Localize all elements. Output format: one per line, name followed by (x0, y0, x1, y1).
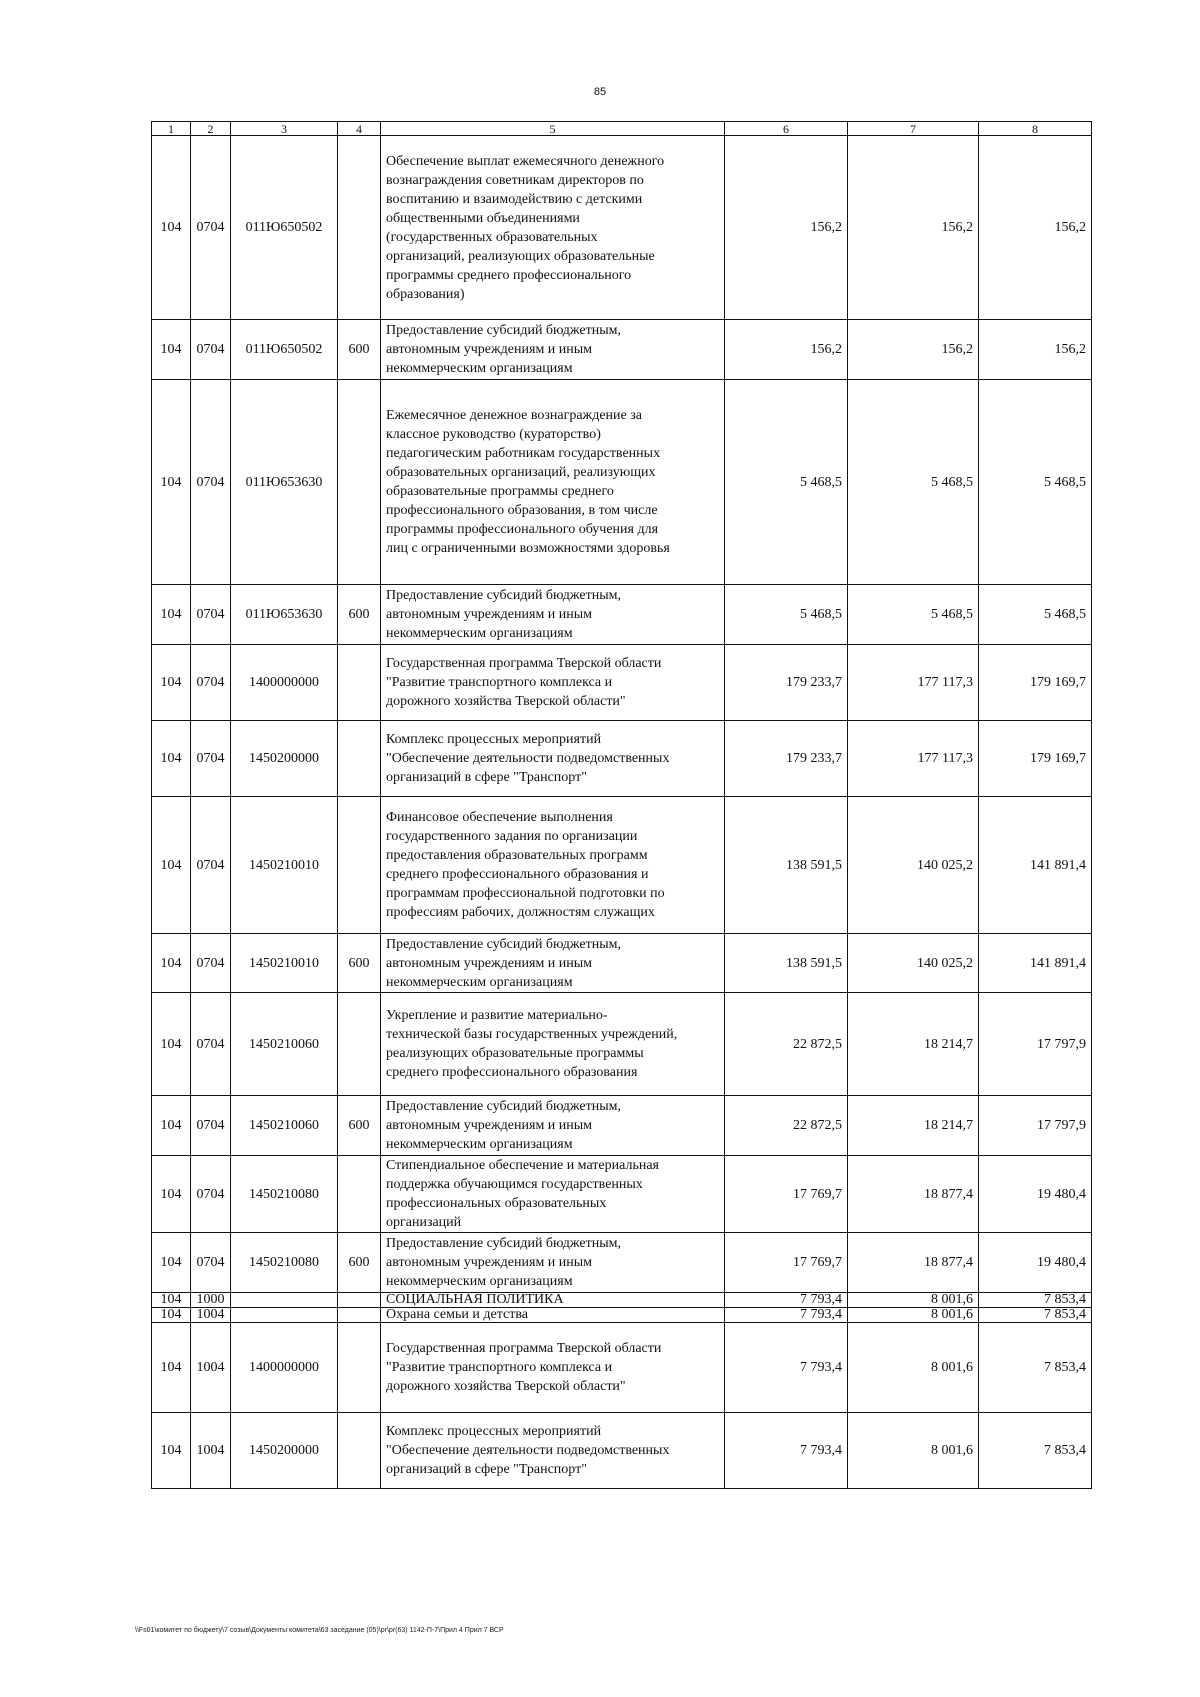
amount-year3-cell: 5 468,5 (979, 585, 1092, 645)
section-code-cell: 104 (152, 136, 191, 320)
expense-type-cell: 600 (338, 1096, 381, 1156)
amount-year3-cell: 141 891,4 (979, 797, 1092, 934)
expense-type-cell (338, 1323, 381, 1413)
section-code-cell: 104 (152, 1323, 191, 1413)
section-code-cell: 104 (152, 797, 191, 934)
amount-year1-cell: 7 793,4 (725, 1293, 848, 1308)
amount-year1-cell: 179 233,7 (725, 721, 848, 797)
expense-type-cell (338, 721, 381, 797)
item-name-text: Стипендиальное обеспечение и материальная поддержка обучающимся государственных профессиональных образовательных организаций (386, 1158, 659, 1230)
amount-year1-cell: 5 468,5 (725, 380, 848, 585)
item-name-cell (381, 1293, 725, 1308)
target-article-cell: 011Ю650502 (231, 136, 338, 320)
item-name-text: Предоставление субсидий бюджетным, автономным учреждениям и иным некоммерческим организациям (386, 1236, 622, 1289)
amount-year2-cell: 18 877,4 (848, 1156, 979, 1233)
amount-year1-cell: 7 793,4 (725, 1323, 848, 1413)
amount-year3-cell: 179 169,7 (979, 721, 1092, 797)
item-name-cell (381, 380, 725, 585)
column-header: 6 (725, 122, 848, 136)
table-row (152, 320, 1092, 380)
item-name-cell (381, 1308, 725, 1323)
subsection-code-cell: 0704 (191, 320, 231, 380)
column-header: 1 (152, 122, 191, 136)
table-row (152, 1156, 1092, 1233)
amount-year1-cell: 22 872,5 (725, 1096, 848, 1156)
item-name-text: Комплекс процессных мероприятий "Обеспечение деятельности подведомственных организаций в сфере "Транспорт" (386, 1424, 670, 1477)
amount-year2-cell: 140 025,2 (848, 797, 979, 934)
expense-type-cell (338, 1413, 381, 1489)
section-code-cell: 104 (152, 1096, 191, 1156)
amount-year2-cell: 5 468,5 (848, 585, 979, 645)
amount-year2-cell: 8 001,6 (848, 1293, 979, 1308)
subsection-code-cell: 0704 (191, 380, 231, 585)
subsection-code-cell: 1004 (191, 1413, 231, 1489)
section-code-cell: 104 (152, 1308, 191, 1323)
section-code-cell: 104 (152, 585, 191, 645)
expense-type-cell (338, 1293, 381, 1308)
expense-type-cell (338, 645, 381, 721)
expense-type-cell: 600 (338, 320, 381, 380)
amount-year3-cell: 7 853,4 (979, 1293, 1092, 1308)
amount-year3-cell: 19 480,4 (979, 1233, 1092, 1293)
expense-type-cell (338, 797, 381, 934)
table-row (152, 1413, 1092, 1489)
subsection-code-cell: 0704 (191, 721, 231, 797)
amount-year1-cell: 5 468,5 (725, 585, 848, 645)
amount-year1-cell: 156,2 (725, 320, 848, 380)
file-path-footer: \\Fs01\комитет по бюджету\7 созыв\Документы комитета\63 заседание (05)\pr\pr(63) 1142-П-7\Прил 4 Прил 7 ВСР (135, 1627, 504, 1634)
item-name-text: Государственная программа Тверской области "Развитие транспортного комплекса и дорожного хозяйства Тверской области" (386, 656, 662, 709)
amount-year1-cell: 156,2 (725, 136, 848, 320)
column-header: 2 (191, 122, 231, 136)
table-row (152, 934, 1092, 993)
item-name-cell (381, 1323, 725, 1413)
target-article-cell: 1450210060 (231, 1096, 338, 1156)
section-code-cell: 104 (152, 320, 191, 380)
amount-year3-cell: 7 853,4 (979, 1323, 1092, 1413)
item-name-text: Охрана семьи и детства (386, 1307, 528, 1322)
item-name-text: СОЦИАЛЬНАЯ ПОЛИТИКА (386, 1292, 564, 1307)
item-name-text: Предоставление субсидий бюджетным, автономным учреждениям и иным некоммерческим организациям (386, 936, 622, 990)
subsection-code-cell: 1004 (191, 1323, 231, 1413)
item-name-text: Финансовое обеспечение выполнения государственного задания по организации предоставления образовательных программ среднего профессионального образования и программам профессиональной подготовки по профессиям рабочих, должностям служащих (386, 810, 665, 920)
amount-year3-cell: 179 169,7 (979, 645, 1092, 721)
amount-year1-cell: 138 591,5 (725, 797, 848, 934)
amount-year1-cell: 22 872,5 (725, 993, 848, 1096)
table-row (152, 380, 1092, 585)
item-name-cell (381, 993, 725, 1096)
subsection-code-cell: 0704 (191, 585, 231, 645)
column-header: 4 (338, 122, 381, 136)
expense-type-cell: 600 (338, 585, 381, 645)
amount-year2-cell: 18 214,7 (848, 993, 979, 1096)
amount-year2-cell: 5 468,5 (848, 380, 979, 585)
subsection-code-cell: 0704 (191, 1233, 231, 1293)
amount-year2-cell: 177 117,3 (848, 721, 979, 797)
table-row (152, 797, 1092, 934)
subsection-code-cell: 0704 (191, 797, 231, 934)
subsection-code-cell: 1000 (191, 1293, 231, 1308)
amount-year2-cell: 177 117,3 (848, 645, 979, 721)
section-code-cell: 104 (152, 1413, 191, 1489)
table-row (152, 721, 1092, 797)
amount-year3-cell: 141 891,4 (979, 934, 1092, 993)
target-article-cell: 011Ю653630 (231, 585, 338, 645)
item-name-cell (381, 136, 725, 320)
item-name-cell (381, 934, 725, 993)
target-article-cell: 1400000000 (231, 1323, 338, 1413)
expense-type-cell: 600 (338, 934, 381, 993)
expense-type-cell (338, 1156, 381, 1233)
subsection-code-cell: 0704 (191, 993, 231, 1096)
item-name-cell (381, 1233, 725, 1293)
section-code-cell: 104 (152, 934, 191, 993)
target-article-cell: 1450210010 (231, 797, 338, 934)
amount-year1-cell: 17 769,7 (725, 1233, 848, 1293)
target-article-cell (231, 1293, 338, 1308)
item-name-cell (381, 320, 725, 380)
column-number-row (152, 122, 1092, 136)
item-name-cell (381, 645, 725, 721)
table-row (152, 1308, 1092, 1323)
item-name-text: Предоставление субсидий бюджетным, автономным учреждениям и иным некоммерческим организациям (386, 1099, 622, 1152)
subsection-code-cell: 0704 (191, 1156, 231, 1233)
subsection-code-cell: 0704 (191, 645, 231, 721)
target-article-cell: 1450210010 (231, 934, 338, 993)
table-row (152, 585, 1092, 645)
expense-type-cell (338, 380, 381, 585)
target-article-cell: 1450200000 (231, 721, 338, 797)
budget-table (151, 121, 1092, 1489)
item-name-cell (381, 1413, 725, 1489)
table-row (152, 993, 1092, 1096)
amount-year1-cell: 7 793,4 (725, 1413, 848, 1489)
item-name-text: Государственная программа Тверской области "Развитие транспортного комплекса и дорожного хозяйства Тверской области" (386, 1341, 662, 1394)
column-header: 8 (979, 122, 1092, 136)
target-article-cell: 1450210080 (231, 1156, 338, 1233)
table-row (152, 1293, 1092, 1308)
amount-year3-cell: 5 468,5 (979, 380, 1092, 585)
item-name-text: Предоставление субсидий бюджетным, автономным учреждениям и иным некоммерческим организациям (386, 323, 622, 376)
subsection-code-cell: 1004 (191, 1308, 231, 1323)
amount-year2-cell: 8 001,6 (848, 1308, 979, 1323)
item-name-cell (381, 585, 725, 645)
table-row (152, 1096, 1092, 1156)
amount-year2-cell: 140 025,2 (848, 934, 979, 993)
subsection-code-cell: 0704 (191, 934, 231, 993)
item-name-cell (381, 1096, 725, 1156)
subsection-code-cell: 0704 (191, 136, 231, 320)
item-name-text: Обеспечение выплат ежемесячного денежного вознаграждения советникам директоров по воспитанию и взаимодействию с детскими общественными объединениями (государственных образовательных организаций, реализующих образовательные программы среднего профессионального образования) (386, 153, 665, 302)
section-code-cell: 104 (152, 993, 191, 1096)
section-code-cell: 104 (152, 721, 191, 797)
target-article-cell: 1400000000 (231, 645, 338, 721)
amount-year2-cell: 18 214,7 (848, 1096, 979, 1156)
amount-year1-cell: 138 591,5 (725, 934, 848, 993)
item-name-cell (381, 1156, 725, 1233)
target-article-cell (231, 1308, 338, 1323)
item-name-cell (381, 721, 725, 797)
amount-year3-cell: 156,2 (979, 320, 1092, 380)
amount-year3-cell: 19 480,4 (979, 1156, 1092, 1233)
item-name-cell (381, 797, 725, 934)
expense-type-cell (338, 1308, 381, 1323)
amount-year2-cell: 8 001,6 (848, 1323, 979, 1413)
amount-year2-cell: 156,2 (848, 136, 979, 320)
section-code-cell: 104 (152, 380, 191, 585)
table-row (152, 136, 1092, 320)
table-row (152, 1323, 1092, 1413)
target-article-cell: 011Ю653630 (231, 380, 338, 585)
amount-year3-cell: 156,2 (979, 136, 1092, 320)
amount-year1-cell: 7 793,4 (725, 1308, 848, 1323)
target-article-cell: 1450210060 (231, 993, 338, 1096)
column-header: 3 (231, 122, 338, 136)
amount-year2-cell: 156,2 (848, 320, 979, 380)
amount-year3-cell: 7 853,4 (979, 1308, 1092, 1323)
amount-year3-cell: 7 853,4 (979, 1413, 1092, 1489)
target-article-cell: 1450210080 (231, 1233, 338, 1293)
amount-year1-cell: 17 769,7 (725, 1156, 848, 1233)
amount-year1-cell: 179 233,7 (725, 645, 848, 721)
item-name-text: Предоставление субсидий бюджетным, автономным учреждениям и иным некоммерческим организациям (386, 588, 622, 641)
target-article-cell: 011Ю650502 (231, 320, 338, 380)
item-name-text: Укрепление и развитие материально- технической базы государственных учреждений, реализующих образовательные программы среднего профессионального образования (386, 1008, 678, 1080)
table-row (152, 645, 1092, 721)
amount-year3-cell: 17 797,9 (979, 1096, 1092, 1156)
section-code-cell: 104 (152, 645, 191, 721)
expense-type-cell: 600 (338, 1233, 381, 1293)
amount-year3-cell: 17 797,9 (979, 993, 1092, 1096)
amount-year2-cell: 8 001,6 (848, 1413, 979, 1489)
amount-year2-cell: 18 877,4 (848, 1233, 979, 1293)
column-header: 7 (848, 122, 979, 136)
item-name-text: Ежемесячное денежное вознаграждение за классное руководство (кураторство) педагогическим работникам государственных образовательных организаций, реализующих образовательные программы среднего профессионального образования, в том числе программы профессионального обучения для лиц с ограниченными возможностями здоровья (386, 408, 670, 556)
item-name-text: Комплекс процессных мероприятий "Обеспечение деятельности подведомственных организаций в сфере "Транспорт" (386, 732, 670, 785)
section-code-cell: 104 (152, 1293, 191, 1308)
section-code-cell: 104 (152, 1156, 191, 1233)
expense-type-cell (338, 993, 381, 1096)
target-article-cell: 1450200000 (231, 1413, 338, 1489)
column-header: 5 (381, 122, 725, 136)
table-row (152, 1233, 1092, 1293)
page-number: 85 (593, 86, 607, 98)
section-code-cell: 104 (152, 1233, 191, 1293)
subsection-code-cell: 0704 (191, 1096, 231, 1156)
expense-type-cell (338, 136, 381, 320)
